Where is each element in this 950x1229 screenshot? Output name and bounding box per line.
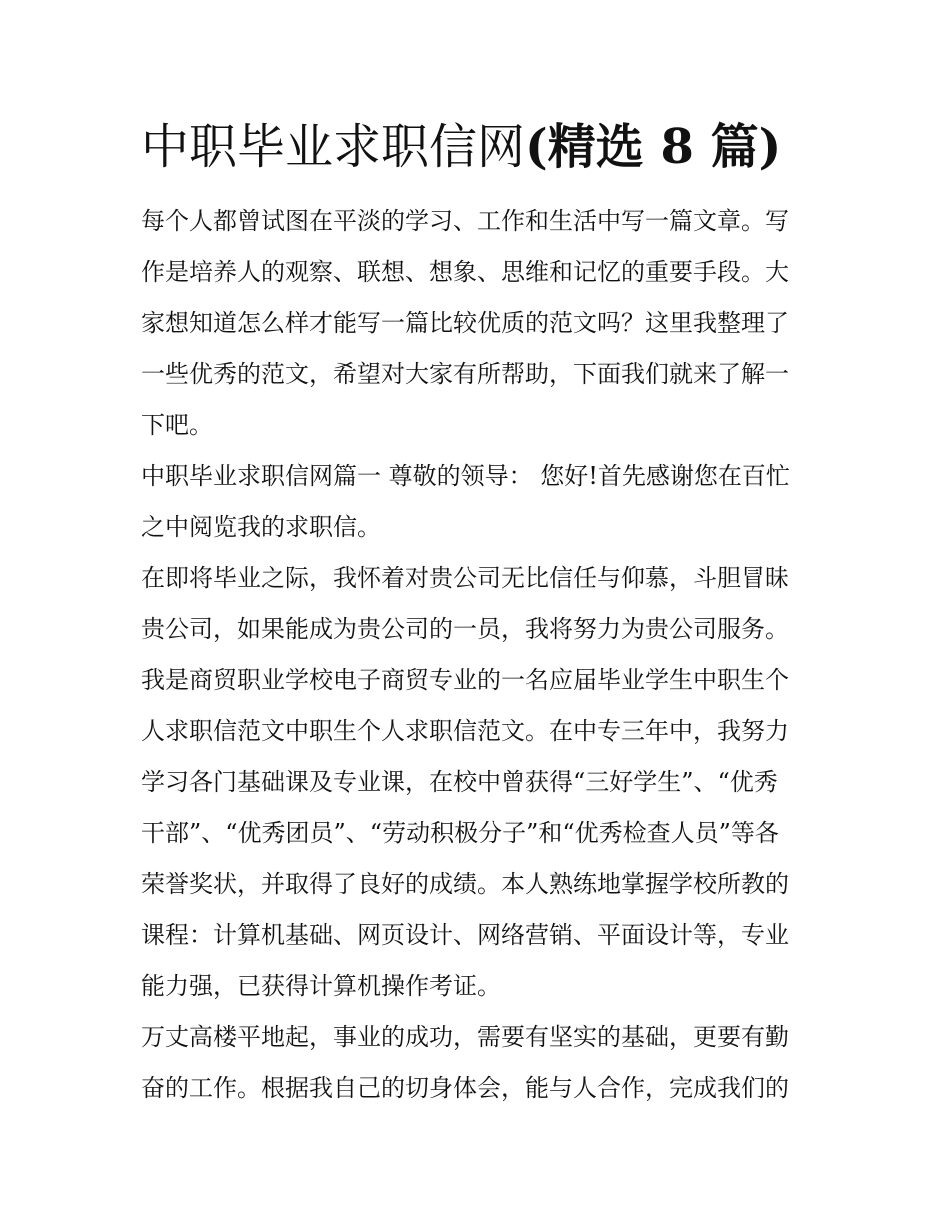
paragraph-line: 学习各门基础课及专业课，在校中曾获得“三好学生”、“优秀: [141, 768, 778, 796]
document-body: [141, 112, 813, 1114]
title-main: 中职毕业求职信网: [141, 119, 526, 175]
paragraph-line: 在即将毕业之际，我怀着对贵公司无比信任与仰慕，斗胆冒昧: [141, 564, 789, 592]
paragraph-line: 我是商贸职业学校电子商贸专业的一名应届毕业学生中职生个: [141, 666, 789, 694]
title-paren-close: 篇): [710, 119, 782, 175]
paragraph-line: 荣誉奖状，并取得了良好的成绩。本人熟练地掌握学校所教的: [141, 870, 789, 898]
paragraph-line: 课程：计算机基础、网页设计、网络营销、平面设计等，专业: [141, 921, 789, 949]
paragraph-line: 每个人都曾试图在平淡的学习、工作和生活中写一篇文章。写: [141, 207, 789, 235]
paragraph-line: 贵公司，如果能成为贵公司的一员，我将努力为贵公司服务。: [141, 615, 789, 643]
paragraph: [141, 553, 813, 1012]
paragraph-line: 下吧。: [141, 411, 213, 439]
title-paren-open: (精选: [525, 119, 644, 175]
paragraph-line: 奋的工作。根据我自己的切身体会，能与人合作，完成我们的: [141, 1074, 789, 1102]
paragraph-line: 人求职信范文中职生个人求职信范文。在中专三年中，我努力: [141, 717, 789, 745]
paragraph-line: 干部”、“优秀团员”、“劳动积极分子”和“优秀检查人员”等各: [141, 819, 779, 847]
paragraph-line: 万丈高楼平地起，事业的成功，需要有坚实的基础，更要有勤: [141, 1023, 789, 1051]
paragraph: [141, 451, 813, 553]
paragraph-line: 能力强，已获得计算机操作考证。: [141, 972, 501, 1000]
paragraph: [141, 196, 813, 451]
paragraph-line: 中职毕业求职信网篇一 尊敬的领导： 您好!首先感谢您在百忙: [141, 462, 790, 490]
paragraph-line: 家想知道怎么样才能写一篇比较优质的范文吗？这里我整理了: [141, 309, 789, 337]
paragraph-line: 之中阅览我的求职信。: [141, 513, 381, 541]
paragraph-line: 作是培养人的观察、联想、想象、思维和记忆的重要手段。大: [141, 258, 789, 286]
document-title: [141, 112, 813, 182]
paragraph-list: [141, 196, 813, 1114]
paragraph: [141, 1012, 813, 1114]
title-count: 8: [643, 119, 711, 175]
paragraph-line: 一些优秀的范文，希望对大家有所帮助，下面我们就来了解一: [141, 360, 789, 388]
